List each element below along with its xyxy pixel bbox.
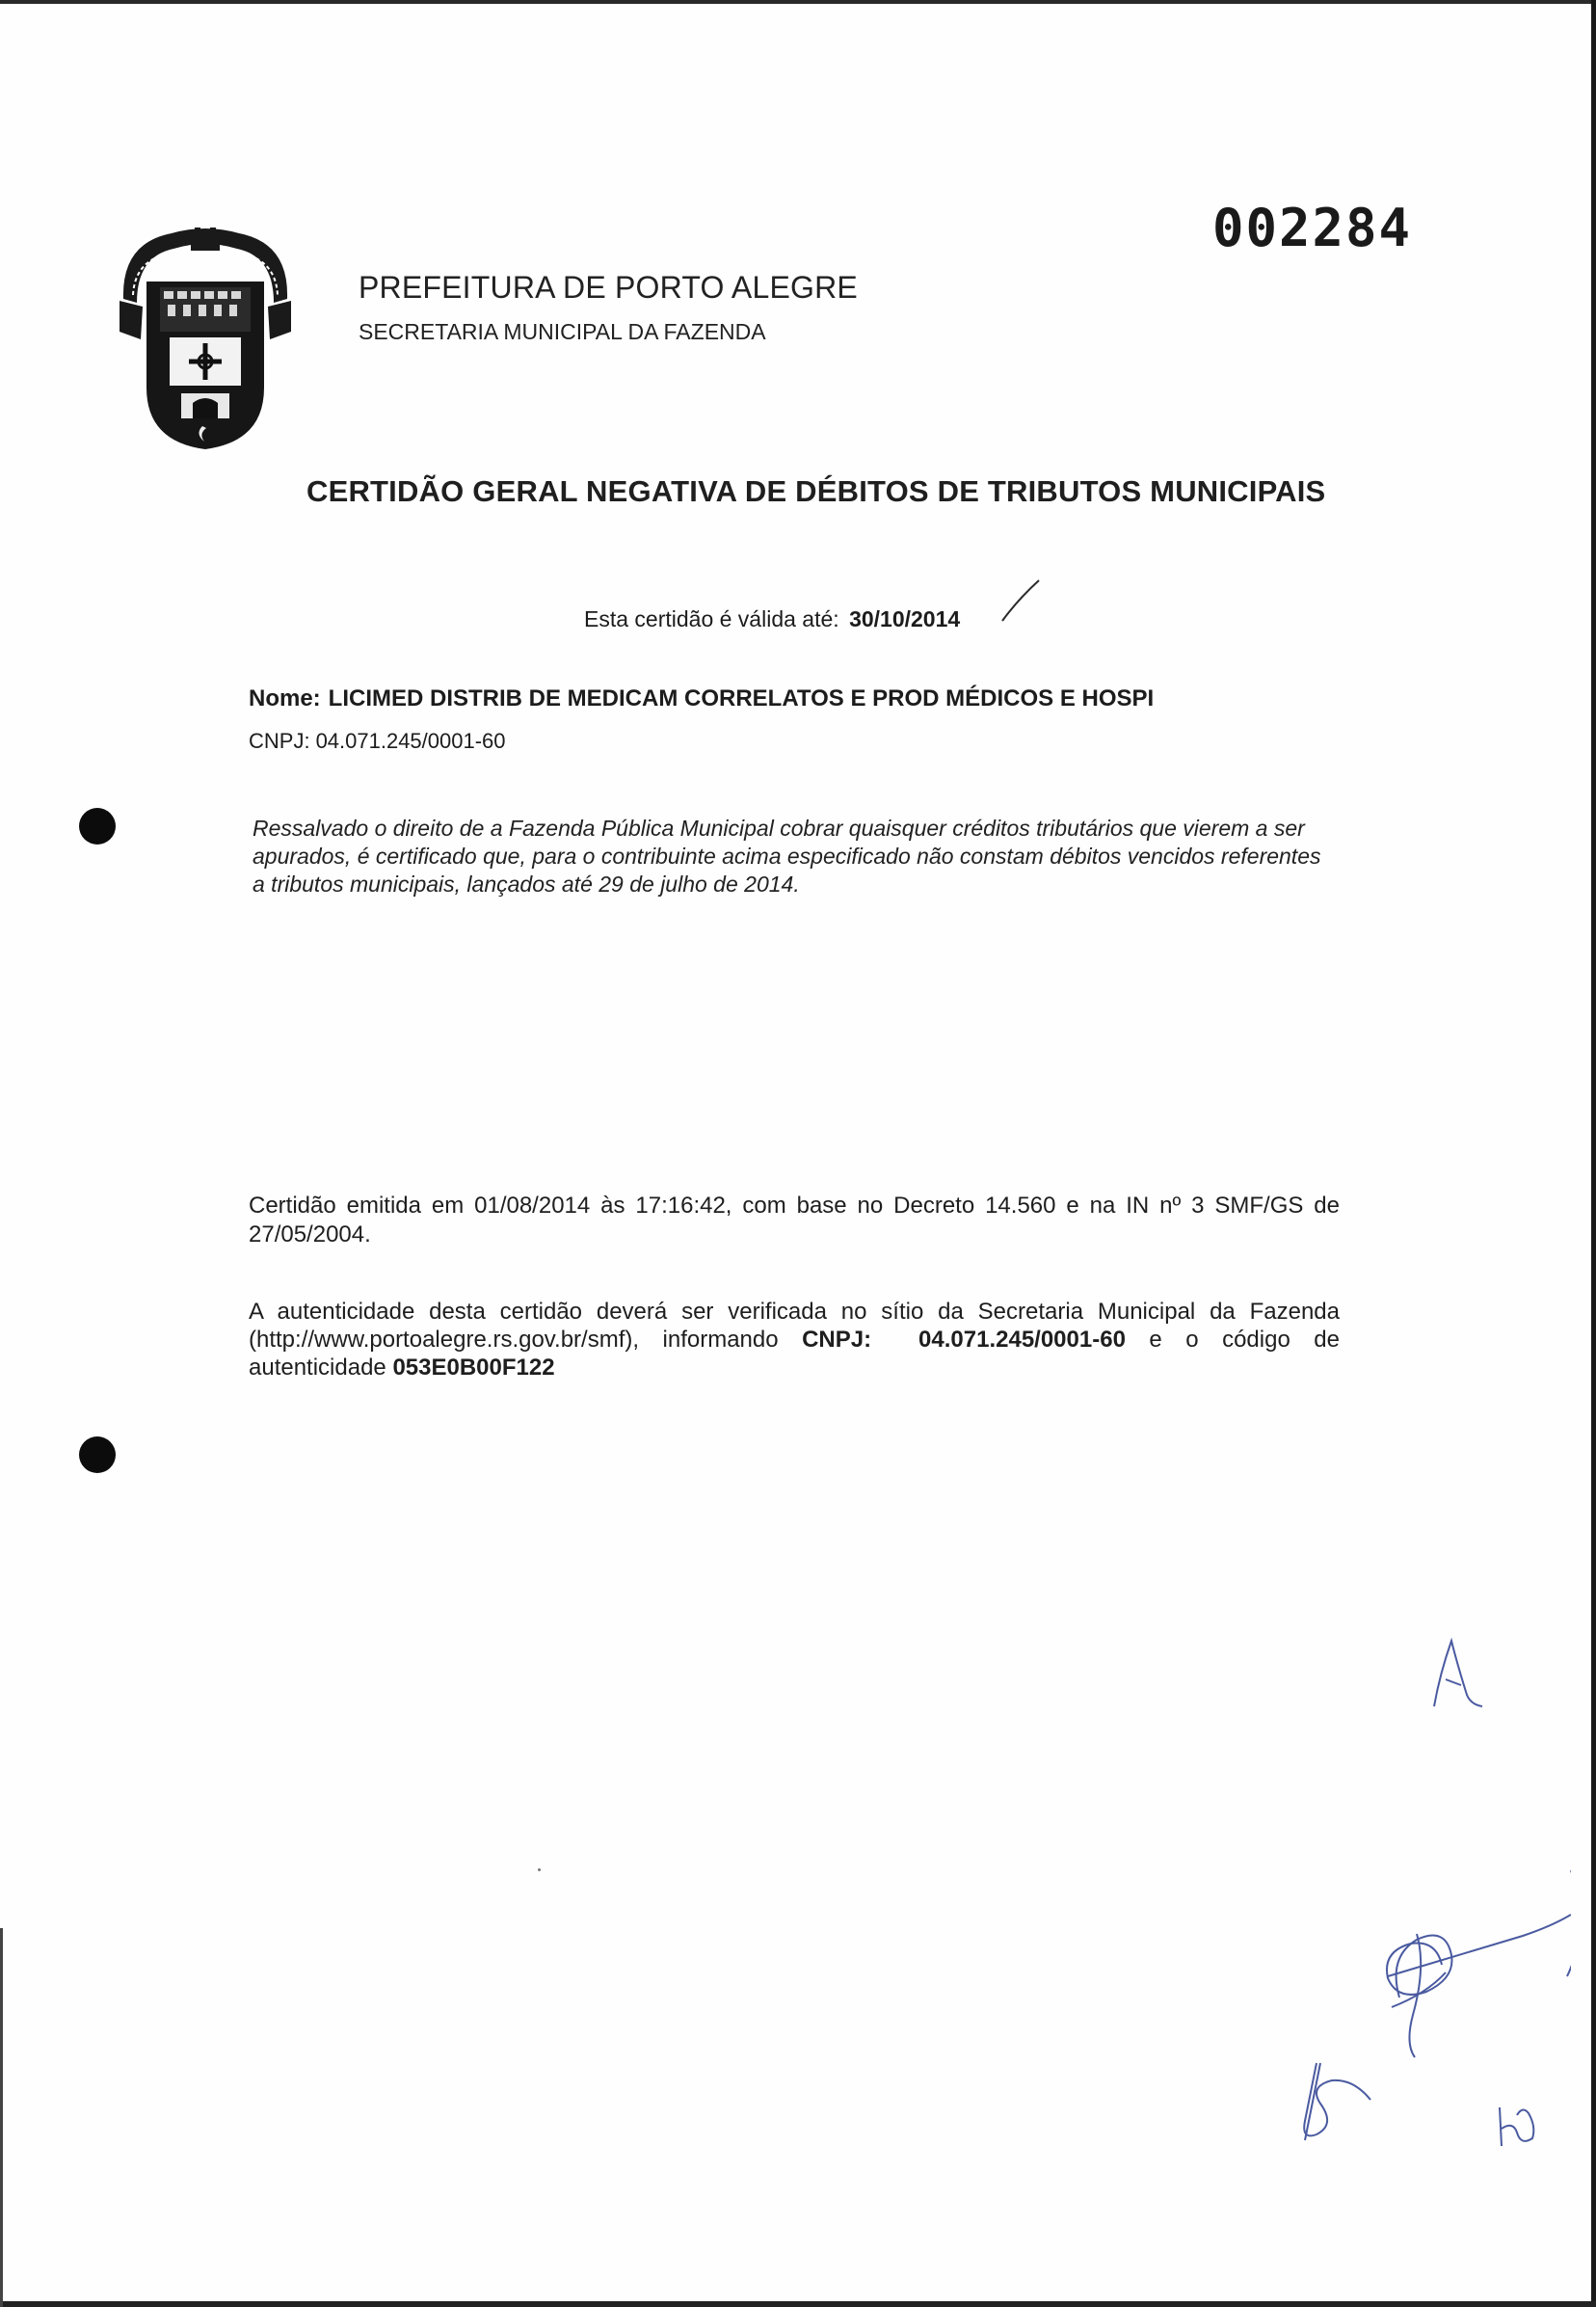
- validity-line: [584, 606, 960, 632]
- validity-date: 30/10/2014: [849, 606, 961, 631]
- scan-edge-right: [1591, 0, 1596, 2307]
- taxpayer-cnpj-label: CNPJ:: [249, 729, 310, 753]
- taxpayer-cnpj-line: [249, 729, 506, 754]
- taxpayer-cnpj: 04.071.245/0001-60: [315, 729, 506, 753]
- scan-edge-left: [0, 1928, 3, 2307]
- issuer-department: SECRETARIA MUNICIPAL DA FAZENDA: [359, 319, 766, 344]
- certification-statement: Ressalvado o direito de a Fazenda Pública Municipal cobrar quaisquer créditos tributários que vierem a ser apurados, é certificado que, para o contribuinte acima especificado não constam débitos vencidos referentes a tributos municipais, lançados até 29 de julho de 2014.: [253, 816, 1321, 897]
- document-title: CERTIDÃO GERAL NEGATIVA DE DÉBITOS DE TRIBUTOS MUNICIPAIS: [306, 474, 1326, 508]
- issue-info: Certidão emitida em 01/08/2014 às 17:16:42, com base no Decreto 14.560 e na IN nº 3 SMF/GS de 27/05/2004.: [249, 1193, 1340, 1247]
- authenticity-paragraph: [249, 1298, 1340, 1382]
- issuer-name: PREFEITURA DE PORTO ALEGRE: [359, 270, 858, 305]
- punch-hole-icon: [79, 1436, 116, 1473]
- scan-edge-bottom: [0, 2301, 1596, 2307]
- handwritten-initial-icon: [1494, 2100, 1538, 2154]
- authenticity-text: A autenticidade desta certidão deverá ser verificada no sítio da Secretaria Municipal da Fazenda (http://www.portoalegre.rs.gov.br/smf), informando: [249, 1299, 1340, 1353]
- authenticity-code: 053E0B00F122: [392, 1355, 555, 1381]
- punch-hole-icon: [79, 808, 116, 845]
- validity-label: Esta certidão é válida até:: [584, 606, 839, 631]
- taxpayer-name-label: Nome:: [249, 685, 321, 711]
- issuer-header: [359, 270, 858, 345]
- taxpayer-name: LICIMED DISTRIB DE MEDICAM CORRELATOS E PROD MÉDICOS E HOSPI: [328, 685, 1155, 711]
- scan-speck: [538, 1868, 541, 1871]
- check-tick-icon: [998, 577, 1043, 625]
- authenticity-text-middle: e o código de autenticidade: [249, 1327, 1340, 1381]
- scan-edge-top: [0, 0, 1596, 4]
- authenticity-cnpj-label: CNPJ:: [802, 1327, 872, 1353]
- handwritten-initial-icon: [1428, 1635, 1486, 1712]
- coat-of-arms-icon: [114, 224, 297, 451]
- authenticity-cnpj: 04.071.245/0001-60: [918, 1327, 1126, 1353]
- document-number: 002284: [1212, 198, 1413, 258]
- taxpayer-name-line: [249, 685, 1154, 712]
